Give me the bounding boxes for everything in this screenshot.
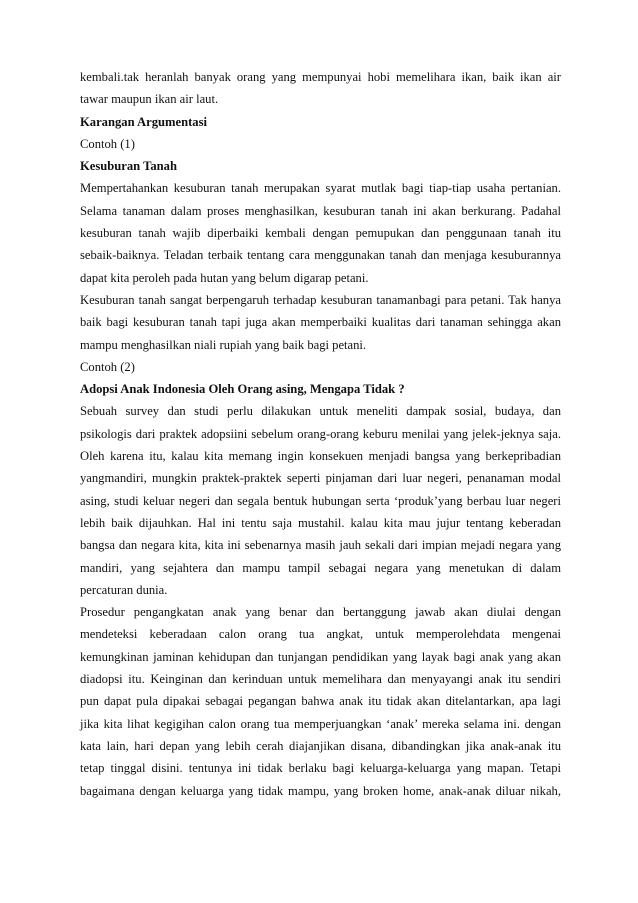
text-line: yangmandiri, mungkin praktek-praktek seperti pinjaman dari luar negeri, penanaman modal <box>80 471 561 486</box>
text-line: mendeteksi keberadaan calon orang tua angkat, untuk memperolehdata mengenai <box>80 627 561 642</box>
document-body <box>80 66 561 802</box>
example-label: Contoh (1) <box>80 136 135 151</box>
text-line: sebaik-baiknya. Teladan terbaik tentang cara menggunakan tanah dan menjaga kesuburannya <box>80 248 561 263</box>
text-line: bangsa dan negara kita, kita ini sebenarnya masih jauh sekali dari impian mejadi negara yang <box>80 538 561 553</box>
text-line: diadopsi itu. Keinginan dan kerinduan untuk memelihara dan menyayangi anak itu sendiri <box>80 672 561 687</box>
text-line: dapat kita peroleh pada hutan yang belum digarap petani. <box>80 270 369 285</box>
text-line: asing, studi keluar negeri dan segala bentuk hubungan serta ‘produk’yang berbau luar negeri <box>80 493 561 508</box>
text-line: kembali.tak heranlah banyak orang yang mempunyai hobi memelihara ikan, baik ikan air <box>80 70 561 84</box>
essay-title: Kesuburan Tanah <box>80 159 177 174</box>
text-line: Mempertahankan kesuburan tanah merupakan syarat mutlak bagi tiap-tiap usaha pertanian. <box>80 181 561 196</box>
text-line: Oleh karena itu, kalau kita memang ingin konsekuen menjadi bangsa yang berkepribadian <box>80 449 561 464</box>
text-line: mandiri, yang sejahtera dan mampu tampil sebagai negara yang menetukan di dalam <box>80 560 561 575</box>
text-line: bagaimana dengan keluarga yang tidak mampu, yang broken home, anak-anak diluar nikah, <box>80 783 561 798</box>
text-line: jika kita lihat kegigihan calon orang tua memperjuangkan ‘anak’ mereka selama ini. dengan <box>80 716 561 731</box>
text-line: Selama tanaman dalam proses menghasilkan, kesuburan tanah ini akan berkurang. Padahal <box>80 203 561 218</box>
essay-title: Adopsi Anak Indonesia Oleh Orang asing, Mengapa Tidak ? <box>80 382 405 397</box>
text-line: percaturan dunia. <box>80 582 168 597</box>
text-line: kesuburan tanah wajib diperbaiki kembali dengan pemupukan dan penggunaan tanah itu <box>80 226 561 241</box>
text-line: kata lain, hari depan yang lebih cerah diajanjikan disana, dibandingkan jika anak-anak itu <box>80 738 561 753</box>
text-line: pun dapat pula dipakai sebagai pegangan bahwa anak itu tidak akan ditelantarkan, apa lagi <box>80 694 561 709</box>
text-line: tawar maupun ikan air laut. <box>80 92 219 107</box>
text-line: lebih baik dijauhkan. Hal ini tentu saja mustahil. kalau kita mau jujur tentang keberadan <box>80 515 561 530</box>
text-line: psikologis dari praktek adopsiini sebelum orang-orang keburu menilai yang jelek-jeknya saja. <box>80 426 561 441</box>
text-line: Sebuah survey dan studi perlu dilakukan untuk meneliti dampak sosial, budaya, dan <box>80 404 561 419</box>
example-label: Contoh (2) <box>80 359 135 374</box>
text-line: Prosedur pengangkatan anak yang benar dan bertanggung jawab akan diulai dengan <box>80 605 561 620</box>
text-line: Kesuburan tanah sangat berpengaruh terhadap kesuburan tanamanbagi para petani. Tak hanya <box>80 292 561 307</box>
text-line: tetap tinggal disini. tentunya ini tidak berlaku bagi keluarga-keluarga yang mapan. Tetapi <box>80 761 561 776</box>
text-line: mampu menghasilkan niali rupiah yang baik bagi petani. <box>80 337 367 352</box>
section-heading: Karangan Argumentasi <box>80 114 207 129</box>
text-line: baik bagi kesuburan tanah tapi juga akan memperbaiki kualitas dari tanaman sehingga akan <box>80 315 561 330</box>
text-line: kemungkinan jaminan kehidupan dan tunjangan pendidikan yang layak bagi anak yang akan <box>80 649 561 664</box>
